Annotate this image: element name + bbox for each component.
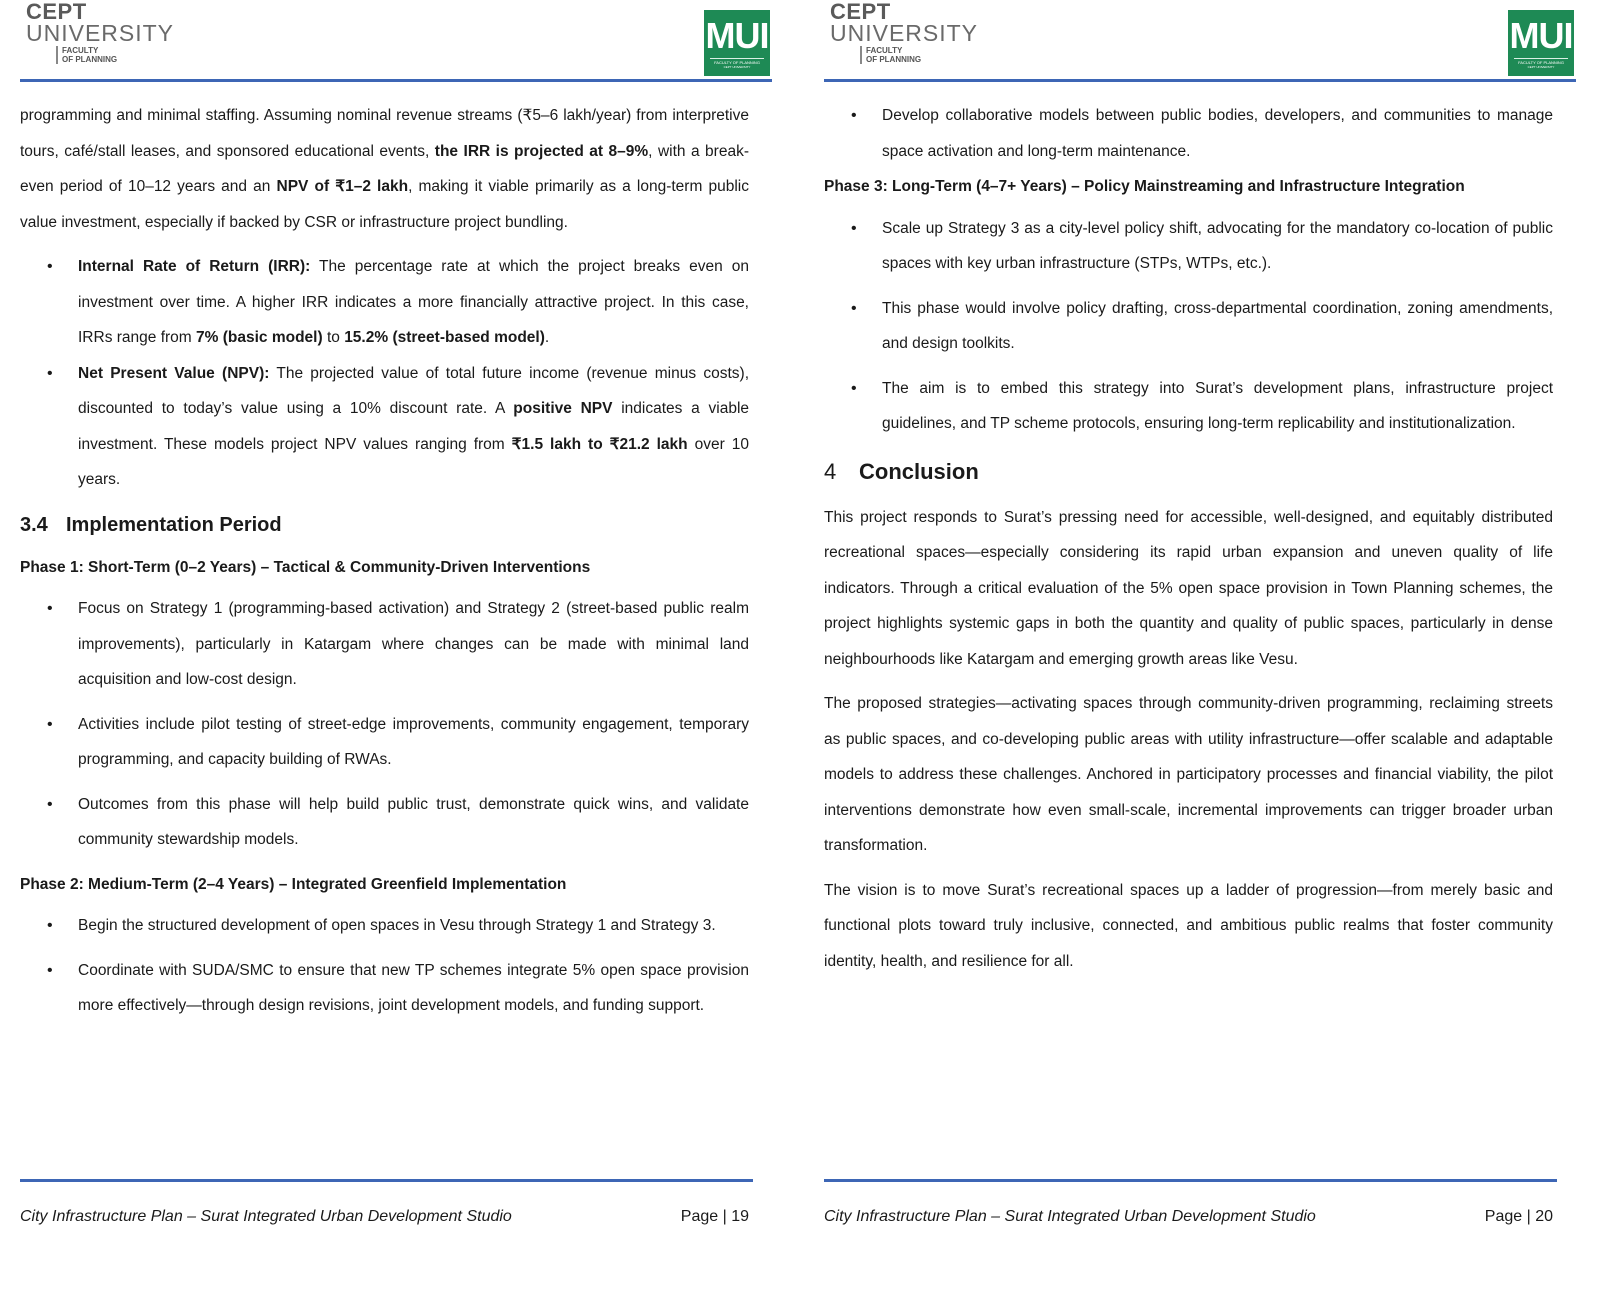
page-header bbox=[824, 0, 1576, 84]
phase-1-heading: Phase 1: Short-Term (0–2 Years) – Tactical & Community-Driven Interventions bbox=[20, 558, 591, 576]
page-number: Page | 20 bbox=[1484, 1208, 1553, 1225]
page-content bbox=[824, 98, 1553, 988]
list-item: • Begin the structured development of open spaces in Vesu through Strategy 1 and Strategy 3. bbox=[20, 908, 749, 944]
page-content bbox=[20, 98, 749, 1033]
faculty-line-1: FACULTY bbox=[62, 46, 99, 55]
header-rule bbox=[824, 79, 1576, 82]
text-run: programming and minimal staffing. Assuming nominal revenue streams (₹5–6 lakh/year) from interpretive tours, café/stall leases, and sponsored educational events, bbox=[20, 107, 749, 160]
page-header bbox=[20, 0, 772, 84]
footer-title: City Infrastructure Plan – Surat Integrated Urban Development Studio bbox=[824, 1208, 1316, 1225]
text-run: , making it viable primarily as a long-term public value investment, especially if backed by CSR or infrastructure project bundling. bbox=[20, 178, 749, 231]
mui-logo-subtext-2: CEPT UNIVERSITY bbox=[723, 65, 751, 69]
conclusion-paragraph: The proposed strategies—activating spaces through community-driven programming, reclaiming streets as public spaces, and co-developing public areas with utility infrastructure—offer scalable and adaptable models to address these challenges. Anchored in participatory processes and financial viability, the pilot interventions demonstrate how even small-scale, incremental improvements can trigger broader urban transformation. bbox=[824, 695, 1553, 854]
phase-2-heading: Phase 2: Medium-Term (2–4 Years) – Integrated Greenfield Implementation bbox=[20, 875, 567, 893]
page-20 bbox=[824, 0, 1576, 1296]
mui-logo bbox=[704, 10, 770, 76]
cept-university-logo bbox=[830, 2, 978, 64]
page-footer bbox=[20, 1205, 749, 1229]
logo-text-university: UNIVERSITY bbox=[830, 20, 979, 46]
list-item: • Coordinate with SUDA/SMC to ensure that new TP schemes integrate 5% open space provision more effectively—through design revisions, joint development models, and funding support. bbox=[20, 953, 749, 1024]
logo-text-university: UNIVERSITY bbox=[26, 20, 175, 46]
mui-logo-subtext: FACULTY OF PLANNING bbox=[710, 58, 764, 65]
bullet-label: Net Present Value (NPV): bbox=[78, 364, 270, 382]
logo-text-faculty bbox=[56, 46, 174, 64]
text-run: . bbox=[544, 329, 550, 346]
list-item: • The aim is to embed this strategy into Surat’s development plans, infrastructure project guidelines, and TP scheme protocols, ensuring long-term replicability and institutionalization. bbox=[824, 371, 1553, 442]
text-run: , with a break-even period of 10–12 years and an bbox=[20, 142, 749, 195]
text-run: to bbox=[322, 329, 345, 346]
conclusion-paragraph: The vision is to move Surat’s recreational spaces up a ladder of progression—from merely basic and functional plots toward truly inclusive, connected, and ambitious public realms that foster community identity, health, and resilience for all. bbox=[824, 881, 1553, 970]
list-item: • Focus on Strategy 1 (programming-based activation) and Strategy 2 (street-based public realm improvements), particularly in Katargam where changes can be made with minimal land acquisition and low-cost design. bbox=[20, 591, 749, 698]
section-number: 3.4 bbox=[20, 513, 48, 536]
bullet-label: Internal Rate of Return (IRR): bbox=[78, 258, 311, 275]
mui-logo-subtext: FACULTY OF PLANNING bbox=[1514, 58, 1568, 65]
section-title: Conclusion bbox=[859, 458, 979, 484]
bold-run: NPV of ₹1–2 lakh bbox=[276, 178, 409, 195]
phase-3-heading: Phase 3: Long-Term (4–7+ Years) – Policy Mainstreaming and Infrastructure Integration bbox=[824, 178, 1465, 195]
bold-run: 7% (basic model) bbox=[196, 329, 323, 346]
section-heading-4 bbox=[824, 456, 1553, 488]
mui-logo-subtext-2: CEPT UNIVERSITY bbox=[1527, 65, 1555, 69]
text-run: The percentage rate at which the project breaks even on investment over time. A higher IRR indicates a more financially attractive project. In this case, IRRs range from bbox=[78, 258, 749, 346]
list-item: • This phase would involve policy drafting, cross-departmental coordination, zoning amendments, and design toolkits. bbox=[824, 291, 1553, 362]
faculty-line-1: FACULTY bbox=[866, 46, 903, 55]
bullet-irr bbox=[20, 249, 749, 356]
bold-run: the IRR is projected at 8–9% bbox=[434, 142, 649, 160]
logo-text-faculty bbox=[860, 46, 978, 64]
mui-logo bbox=[1508, 10, 1574, 76]
cept-university-logo bbox=[26, 2, 174, 64]
conclusion-paragraph: This project responds to Surat’s pressing need for accessible, well-designed, and equitably distributed recreational spaces—especially considering its rapid urban expansion and uneven quality of life indicators. Through a critical evaluation of the 5% open space provision in Town Planning schemes, the project highlights systemic gaps in both the quantity and quality of public spaces, particularly in dense neighbourhoods like Katargam and emerging growth areas like Vesu. bbox=[824, 508, 1553, 668]
page-19 bbox=[20, 0, 772, 1296]
faculty-line-2: OF PLANNING bbox=[62, 55, 118, 64]
list-item: • Scale up Strategy 3 as a city-level policy shift, advocating for the mandatory co-location of public spaces with key urban infrastructure (STPs, WTPs, etc.). bbox=[824, 211, 1553, 282]
page-number: Page | 19 bbox=[680, 1208, 749, 1225]
text-run: over 10 years. bbox=[78, 435, 749, 488]
mui-logo-text: MUI bbox=[1509, 15, 1573, 56]
section-number: 4 bbox=[824, 458, 837, 484]
bold-run: 15.2% (street-based model) bbox=[344, 329, 545, 346]
faculty-line-2: OF PLANNING bbox=[866, 55, 922, 64]
mui-logo-text: MUI bbox=[705, 15, 769, 56]
text-run: The projected value of total future income (revenue minus costs), discounted to today’s value using a 10% discount rate. A bbox=[78, 364, 749, 417]
page-footer bbox=[824, 1205, 1553, 1229]
text-run: indicates a viable investment. These models project NPV values ranging from bbox=[78, 400, 750, 453]
bold-run: positive NPV bbox=[513, 400, 613, 417]
section-title: Implementation Period bbox=[66, 513, 282, 536]
logo-text-cept: CEPT bbox=[830, 0, 891, 24]
logo-text-cept: CEPT bbox=[26, 0, 87, 24]
section-heading-3-4 bbox=[20, 510, 749, 540]
list-item: • Activities include pilot testing of street-edge improvements, community engagement, temporary programming, and capacity building of RWAs. bbox=[20, 707, 749, 778]
bold-run: ₹1.5 lakh to ₹21.2 lakh bbox=[511, 435, 688, 453]
bullet-npv bbox=[20, 356, 749, 498]
footer-rule bbox=[20, 1179, 753, 1182]
footer-rule bbox=[824, 1179, 1557, 1182]
list-item: • Outcomes from this phase will help build public trust, demonstrate quick wins, and validate community stewardship models. bbox=[20, 787, 749, 858]
header-rule bbox=[20, 79, 772, 82]
intro-paragraph bbox=[20, 98, 749, 240]
footer-title: City Infrastructure Plan – Surat Integrated Urban Development Studio bbox=[20, 1208, 512, 1225]
list-item: • Develop collaborative models between public bodies, developers, and communities to manage space activation and long-term maintenance. bbox=[824, 98, 1553, 169]
